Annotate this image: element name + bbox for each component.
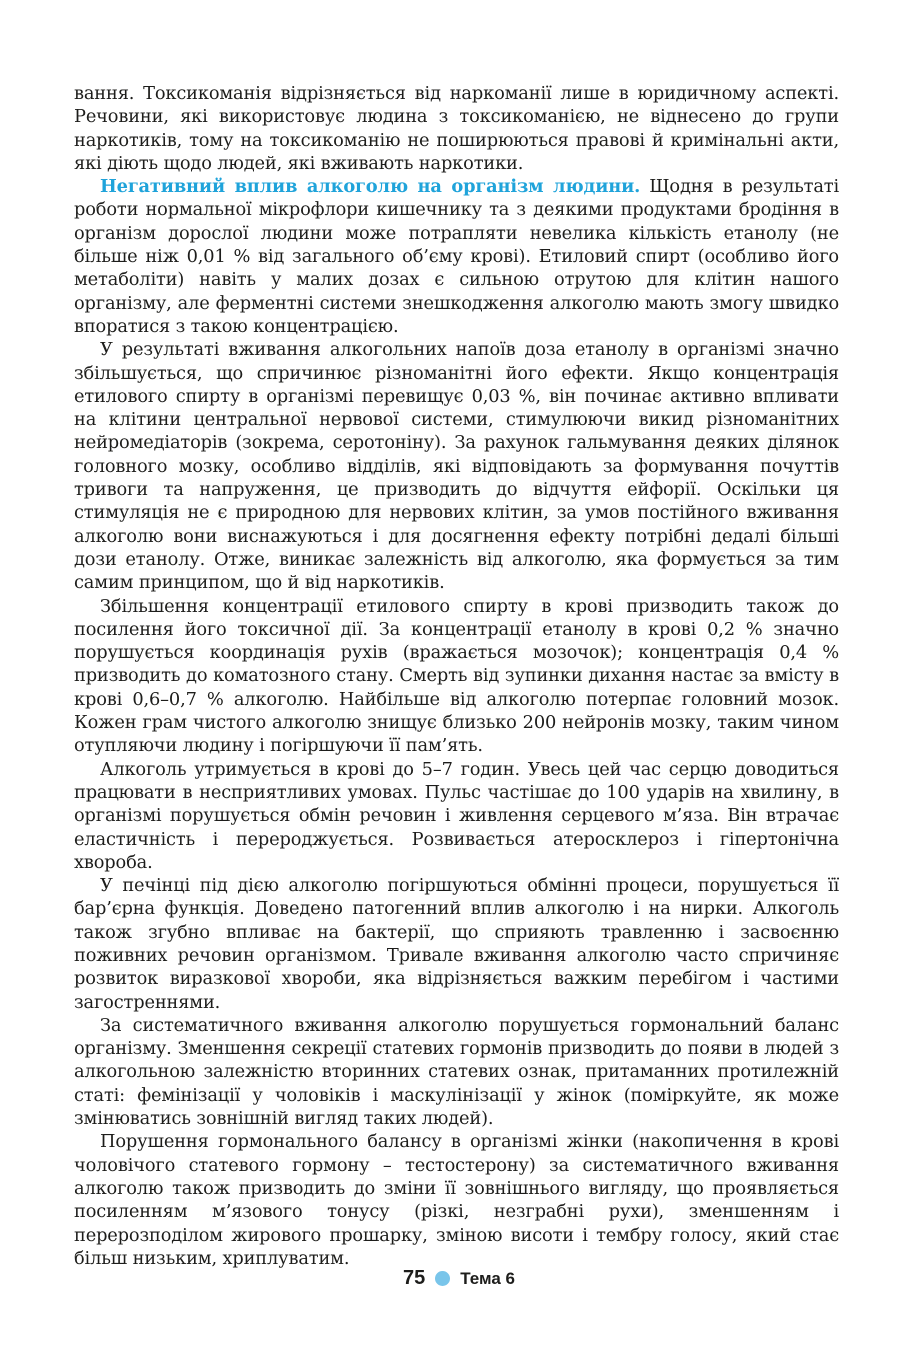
- paragraph-liver: У печінці під дією алкоголю погіршуються обмінні процеси, порушується її бар’єрна функція. Доведено патогенний вплив алкоголю і на нирки. Алкоголь також згубно впливає на бактерії, що сприяють травленню і засвоєнню поживних речовин організмом. Тривале вживання алкоголю часто спричиняє розвиток виразкової хвороби, яка відрізняється важким перебігом і частими загостреннями.: [74, 875, 839, 1013]
- page-number: 75: [402, 1267, 426, 1289]
- page-body: [74, 82, 839, 1270]
- page-footer: [0, 1267, 918, 1290]
- paragraph-heart: Алкоголь утримується в крові до 5–7 годин. Увесь цей час серцю доводиться працювати в несприятливих умовах. Пульс частішає до 100 ударів на хвилину, в організмі порушується обмін речовин і живлення серцевого м’яза. Він втрачає еластичність і перероджується. Розвивається атеросклероз і гіпертонічна хвороба.: [74, 758, 839, 873]
- bullet-dot-icon: [435, 1271, 450, 1286]
- paragraph-alcohol-impact: [74, 175, 839, 338]
- paragraph-ethanol-dose: У результаті вживання алкогольних напоїв доза етанолу в організмі значно збільшується, що спричинює різноманітні його ефекти. Якщо концентрація етилового спирту в організмі перевищує 0,03 %, він починає активно впливати на клітини центральної нервової системи, стимулюючи викид різноманітних нейромедіаторів (зокрема, серотоніну). За рахунок гальмування деяких ділянок головного мозку, особливо відділів, які відповідають за формування почуттів тривоги та напруження, це призводить до відчуття ейфорії. Оскільки ця стимуляція не є природною для нервових клітин, за умов постійного вживання алкоголю вони виснажуються і для досягнення ефекту потрібні дедалі більші дози етанолу. Отже, виникає залежність від алкоголю, яка формується за тим самим принципом, що й від наркотиків.: [74, 339, 839, 594]
- paragraph-hormones: За систематичного вживання алкоголю порушується гормональний баланс організму. Зменшення секреції статевих гормонів призводить до появи в людей з алкогольною залежністю вторинних статевих ознак, притаманних протилежній статі: фемінізації у чоловіків і маскулінізації у жінок (поміркуйте, як може змінюватись зовнішній вигляд таких людей).: [74, 1014, 839, 1130]
- paragraph-toxicity: Збільшення концентрації етилового спирту в крові призводить також до посилення його токсичної дії. За концентрації етанолу в крові 0,2 % значно порушується координація рухів (вражається мозочок); концентрація 0,4 % призводить до коматозного стану. Смерть від зупинки дихання настає за вмісту в крові 0,6–0,7 % алкоголю. Найбільше від алкоголю потерпає головний мозок. Кожен грам чистого алкоголю знищує близько 200 нейронів мозку, таким чином отупляючи людину і погіршуючи її пам’ять.: [74, 595, 839, 757]
- paragraph-women-hormones: Порушення гормонального балансу в організмі жінки (накопичення в крові чоловічого статевого гормону – тестостерону) за систематичного вживання алкоголю також призводить до зміни її зовнішнього вигляду, що проявляється посиленням м’язового тонусу (різкі, незграбні рухи), зменшенням і перерозподілом жирового прошарку, зміною висоти і тембру голосу, який стає більш низьким, хриплуватим.: [74, 1131, 839, 1269]
- topic-label: Тема 6: [460, 1268, 515, 1288]
- paragraph-text: Щодня в результаті роботи нормальної мікрофлори кишечнику та з деякими продуктами бродіння в організм дорослої людини може потрапляти невелика кількість етанолу (не більше ніж 0,01 % від загального об’єму крові). Етиловий спирт (особливо його метаболіти) навіть у малих дозах є сильною отрутою для клітин нашого організму, але ферментні системи знешкодження алкоголю мають змогу швидко впоратися з такою концентрацією.: [74, 176, 839, 337]
- section-heading: Негативний вплив алкоголю на організм людини.: [100, 176, 641, 198]
- paragraph-continuation: вання. Токсикоманія відрізняється від наркоманії лише в юридичному аспекті. Речовини, які використовує людина з токсикоманією, не віднесено до групи наркотиків, тому на токсикоманію не поширюються правові й кримінальні акти, які діють щодо людей, які вживають наркотики.: [74, 83, 839, 174]
